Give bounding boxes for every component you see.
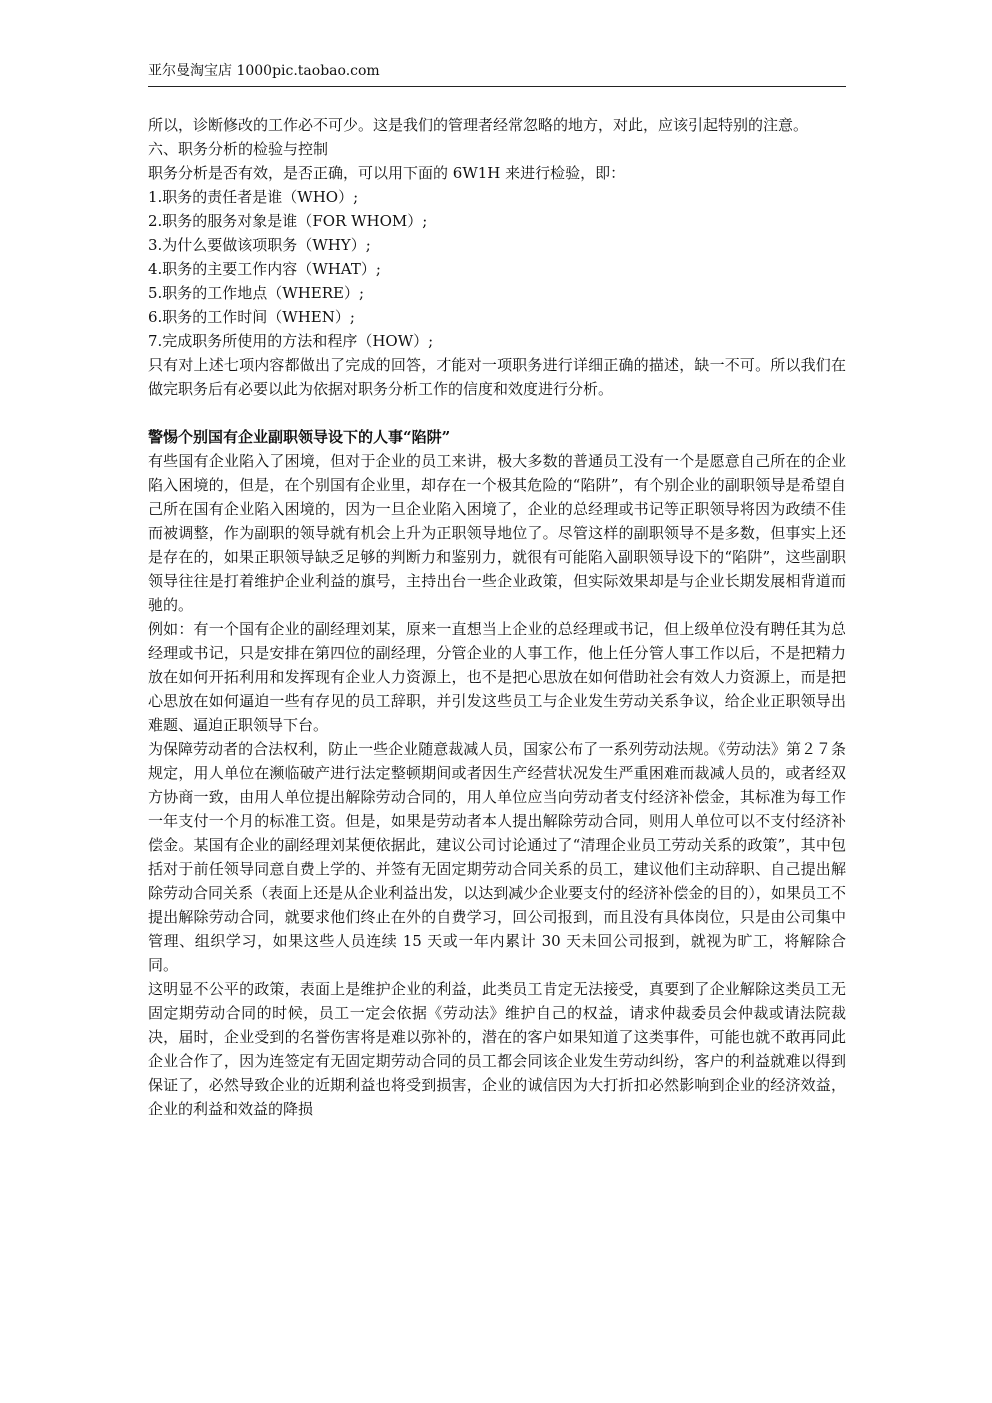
list-item: 1.职务的责任者是谁（WHO）; (148, 188, 359, 206)
article-paragraph: 这明显不公平的政策，表面上是维护企业的利益，此类员工肯定无法接受，真要到了企业解除这类员工无固定期劳动合同的时候，员工一定会依据《劳动法》维护自己的权益，请求仲裁委员会仲裁或请法院裁决，届时，企业受到的名誉伤害将是难以弥补的，潜在的客户如果知道了这类事件，可能也就不敢再同此企业合作了，因为连签定有无固定期劳动合同的员工都会同该企业发生劳动纠纷，客户的利益就难以得到保证了，必然导致企业的近期利益也将受到损害，企业的诚信因为大打折扣必然影响到企业的经济效益，企业的利益和效益的降损 (148, 980, 846, 1118)
document-body (148, 113, 846, 1121)
list-item: 6.职务的工作时间（WHEN）; (148, 308, 355, 326)
article-paragraph: 有些国有企业陷入了困境，但对于企业的员工来讲，极大多数的普通员工没有一个是愿意自己所在的企业陷入困境的，但是，在个别国有企业里，却存在一个极其危险的“陷阱”，有个别企业的副职领导是希望自己所在国有企业陷入困境的，因为一旦企业陷入困境了，企业的总经理或书记等正职领导将因为政绩不佳而被调整，作为副职的领导就有机会上升为正职领导地位了。尽管这样的副职领导不是多数，但事实上还是存在的，如果正职领导缺乏足够的判断力和鉴别力，就很有可能陷入副职领导设下的“陷阱”，这些副职领导往往是打着维护企业利益的旗号，主持出台一些企业政策，但实际效果却是与企业长期发展相背道而驰的。 (148, 452, 846, 614)
blank-line (148, 401, 846, 425)
section-heading: 六、职务分析的检验与控制 (148, 140, 329, 158)
list-item: 5.职务的工作地点（WHERE）; (148, 284, 365, 302)
article-paragraph: 例如：有一个国有企业的副经理刘某，原来一直想当上企业的总经理或书记，但上级单位没有聘任其为总经理或书记，只是安排在第四位的副经理，分管企业的人事工作，他上任分管人事工作以后，不是把精力放在如何开拓利用和发挥现有企业人力资源上，也不是把心思放在如何借助社会有效人力资源上，而是把心思放在如何逼迫一些有存见的员工辞职，并引发这些员工与企业发生劳动关系争议，给企业正职领导出难题、逼迫正职领导下台。 (148, 620, 846, 734)
paragraph: 职务分析是否有效，是否正确，可以用下面的 6W1H 来进行检验，即： (148, 164, 626, 182)
list-item: 3.为什么要做该项职务（WHY）; (148, 236, 371, 254)
list-item: 7.完成职务所使用的方法和程序（HOW）; (148, 332, 434, 350)
list-item: 4.职务的主要工作内容（WHAT）; (148, 260, 381, 278)
article-paragraph: 为保障劳动者的合法权利，防止一些企业随意裁减人员，国家公布了一系列劳动法规。《劳动法》第２７条规定，用人单位在濒临破产进行法定整顿期间或者因生产经营状况发生严重困难而裁减人员的，或者经双方协商一致，由用人单位提出解除劳动合同的，用人单位应当向劳动者支付经济补偿金，其标准为每工作一年支付一个月的标准工资。但是，如果是劳动者本人提出解除劳动合同，则用人单位可以不支付经济补偿金。某国有企业的副经理刘某便依据此，建议公司讨论通过了“清理企业员工劳动关系的政策”，其中包括对于前任领导同意自费上学的、并签有无固定期劳动合同关系的员工，建议他们主动辞职、自己提出解除劳动合同关系（表面上还是从企业利益出发，以达到减少企业要支付的经济补偿金的目的），如果员工不提出解除劳动合同，就要求他们终止在外的自费学习，回公司报到，而且没有具体岗位，只是由公司集中管理、组织学习，如果这些人员连续 15 天或一年内累计 30 天未回公司报到，就视为旷工，将解除合同。 (148, 740, 846, 974)
paragraph: 所以，诊断修改的工作必不可少。这是我们的管理者经常忽略的地方，对此，应该引起特别的注意。 (148, 116, 809, 134)
page-header: 亚尔曼淘宝店 1000pic.taobao.com (148, 62, 846, 87)
paragraph: 只有对上述七项内容都做出了完成的回答，才能对一项职务进行详细正确的描述，缺一不可。所以我们在做完职务后有必要以此为依据对职务分析工作的信度和效度进行分析。 (148, 356, 846, 398)
list-item: 2.职务的服务对象是谁（FOR WHOM）; (148, 212, 428, 230)
article-title: 警惕个别国有企业副职领导设下的人事“陷阱” (148, 428, 451, 446)
document-page (148, 62, 846, 1121)
